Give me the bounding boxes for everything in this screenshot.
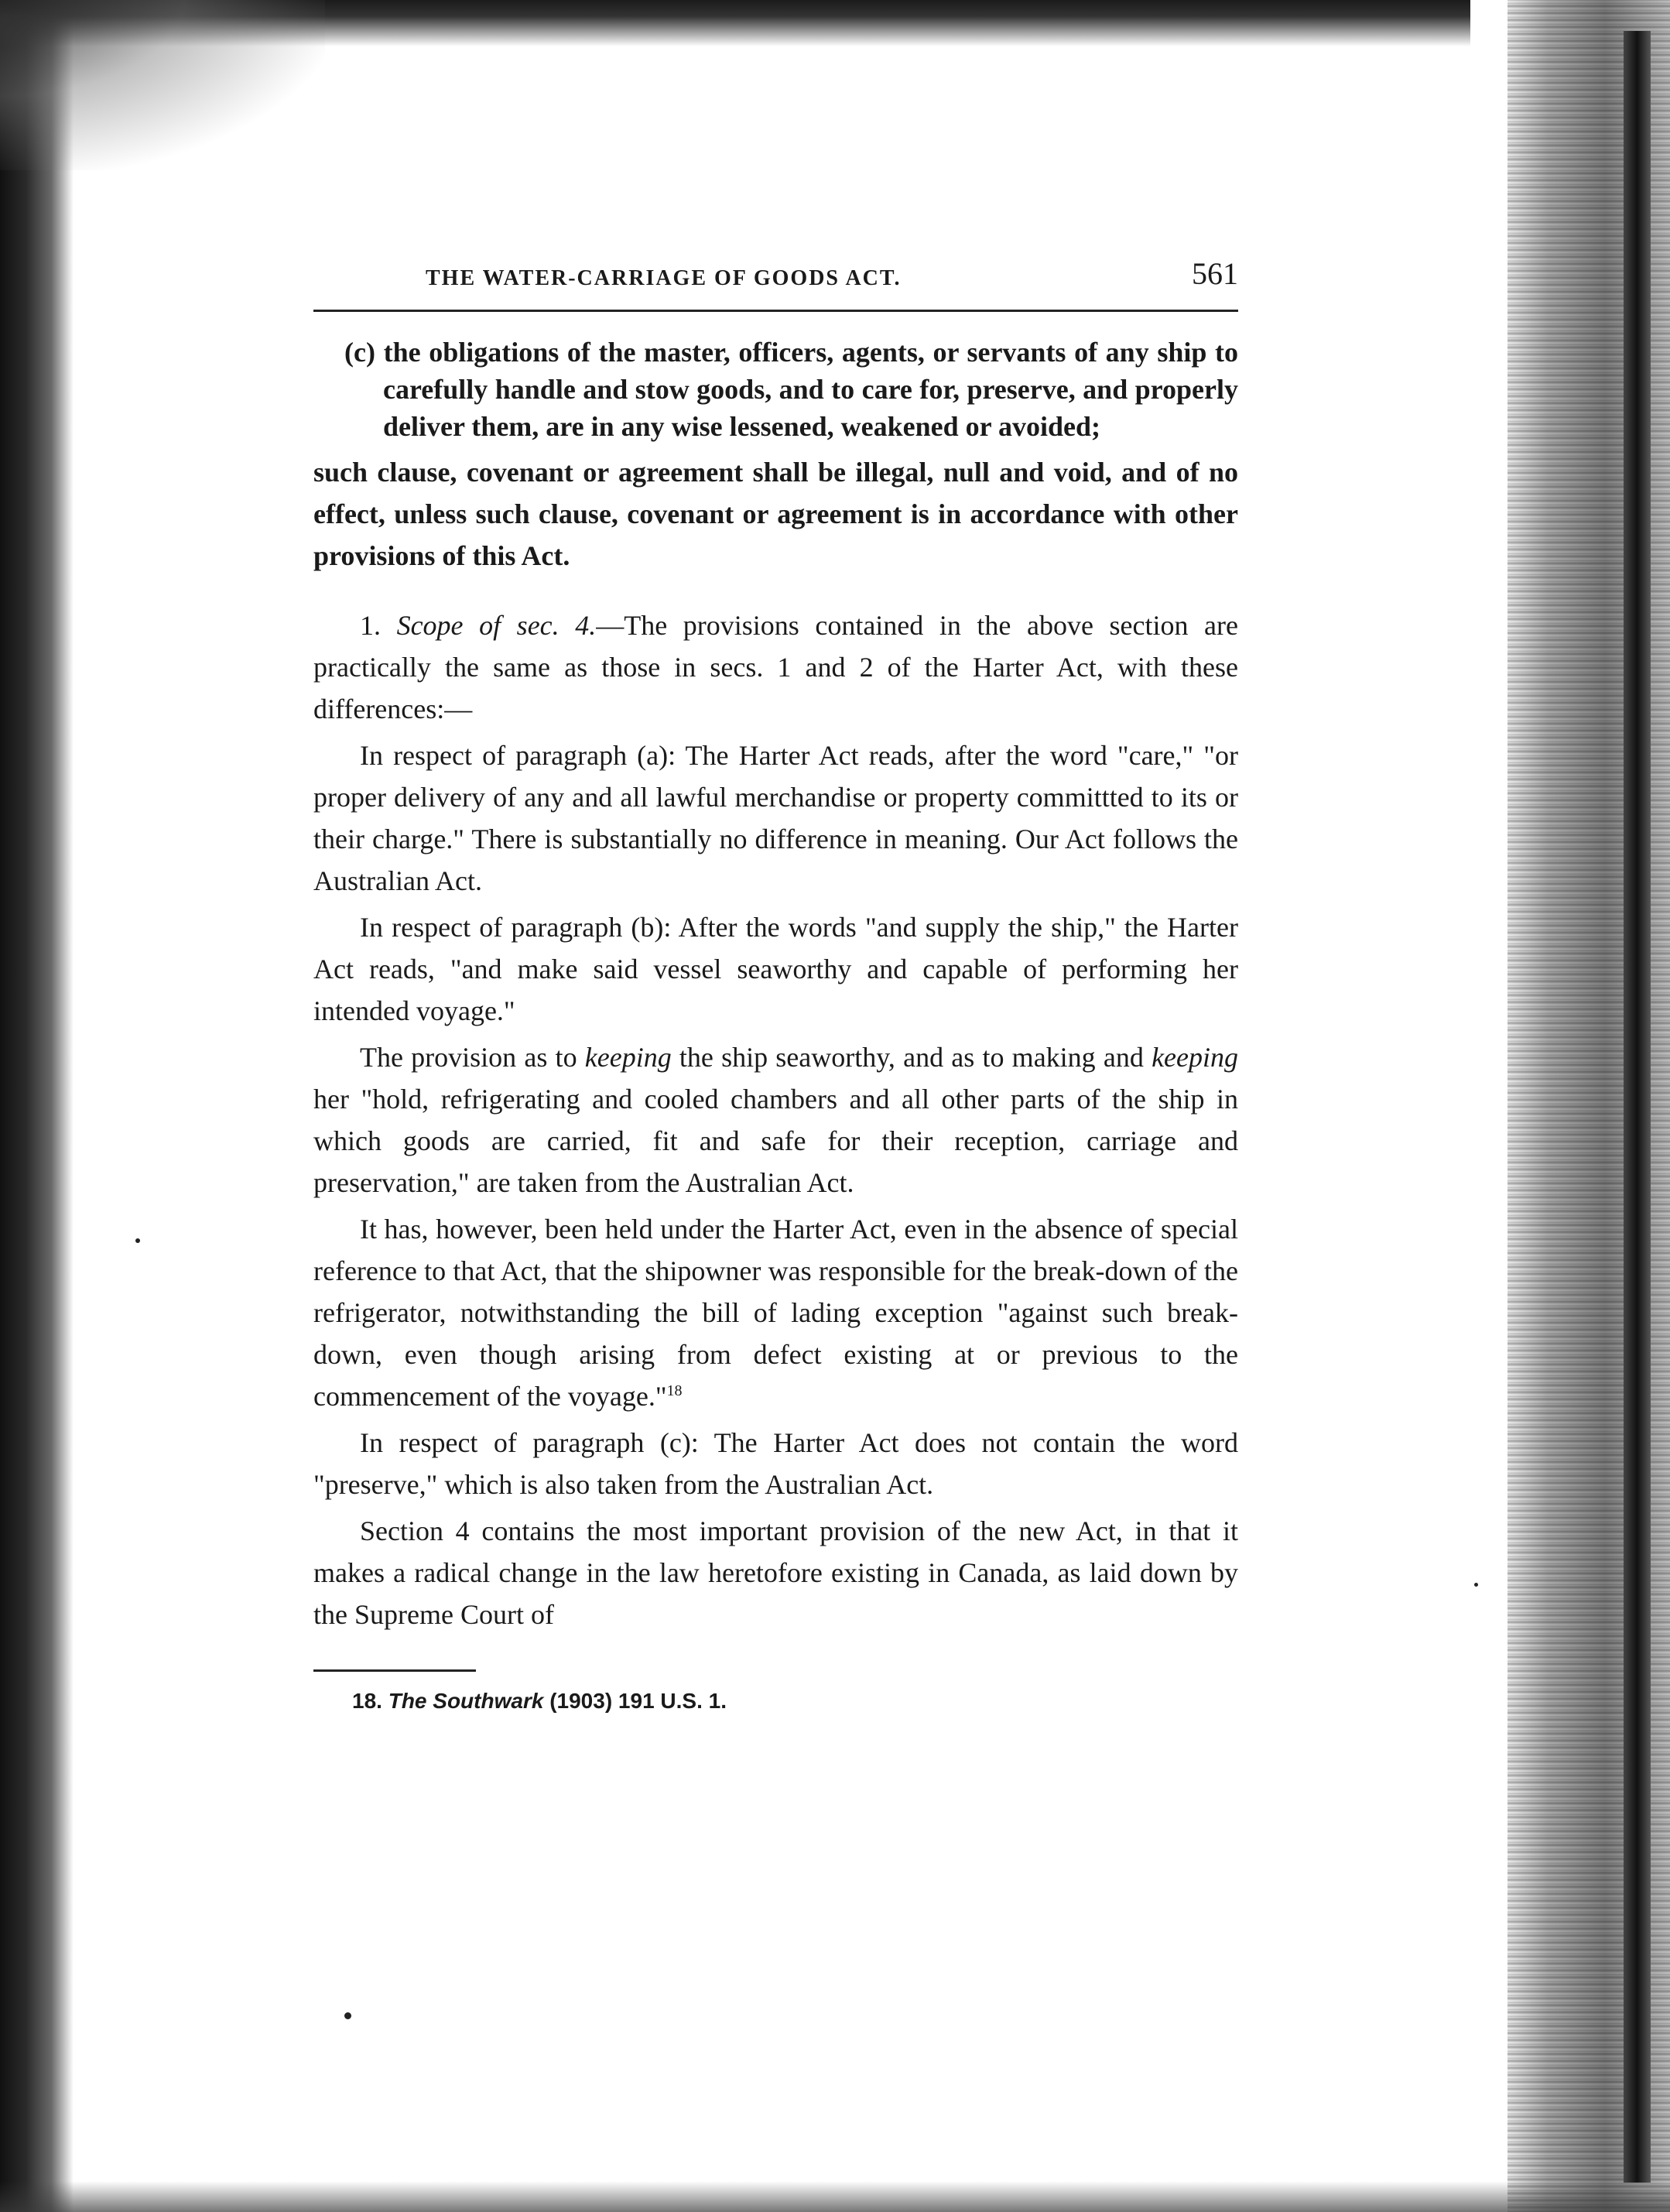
clause-c: (c) the obligations of the master, officers, agents, or servants of any ship to carefully handle and stow goods, and to care for, preserve, and properly deliver them, are in any wise lessened, weakened or avoided; — [344, 337, 1238, 442]
text-run: It has, however, been held under the Harter Act, even in the absence of special reference to that Act, that the shipowner was responsible for the break-down of the refrigerator, notwithstanding the bill of lading exception "against such break-down, even though arising from defect existing at or previous to the commencement of the voyage." — [313, 1214, 1238, 1412]
footnote-reference: 18 — [666, 1382, 683, 1399]
paragraph-b: In respect of paragraph (b): After the words "and supply the ship," the Harter Act reads, "and make said vessel seaworthy and capable of performing her intended voyage." — [313, 912, 1238, 1026]
footnote-case-name: The Southwark — [388, 1689, 544, 1713]
footnote-citation: (1903) 191 U.S. 1. — [549, 1689, 727, 1713]
scan-speck — [1474, 1583, 1478, 1587]
note-number: 1. — [360, 610, 381, 641]
scan-binding-shadow — [1624, 31, 1651, 2183]
section-4-paragraph: Section 4 contains the most important provision of the new Act, in that it makes a radical change in the law heretofore existing in Canada, as laid down by the Supreme Court of — [313, 1515, 1238, 1630]
paragraph-c: In respect of paragraph (c): The Harter Act does not contain the word "preserve," which is also taken from the Australian Act. — [313, 1427, 1238, 1500]
footnote-number: 18. — [352, 1689, 382, 1713]
note-title: Scope of sec. 4. — [396, 610, 597, 641]
harter-paragraph — [313, 1208, 1238, 1417]
running-head — [313, 255, 1238, 310]
text-run: her "hold, refrigerating and cooled chambers and all other parts of the ship in which goods are carried, fit and safe for their reception, carriage and preservation," are taken from the Australian Act. — [313, 1084, 1238, 1198]
paragraph-a: In respect of paragraph (a): The Harter Act reads, after the word "care," "or proper delivery of any and all lawful merchandise or property committted to its or their charge." There is substantially no difference in meaning. Our Act follows the Australian Act. — [313, 740, 1238, 896]
clause-tail: such clause, covenant or agreement shall be illegal, null and void, and of no effect, unless such clause, covenant or agreement is in accordance with other provisions of this Act. — [313, 457, 1238, 571]
scan-left-border — [0, 0, 74, 2212]
keeping-paragraph — [313, 1036, 1238, 1204]
page-number: 561 — [1192, 256, 1238, 291]
book-page — [313, 255, 1238, 1714]
text-run: The provision as to — [360, 1042, 585, 1073]
scan-bottom-border — [0, 2181, 1670, 2212]
header-rule — [313, 310, 1238, 312]
footnote-rule — [313, 1669, 476, 1672]
running-title: THE WATER-CARRIAGE OF GOODS ACT. — [426, 266, 902, 290]
scan-speck — [135, 1238, 140, 1243]
text-run: the ship seaworthy, and as to making and — [671, 1042, 1152, 1073]
note-1 — [313, 604, 1238, 730]
footnote — [313, 1689, 1238, 1714]
italic-keeping: keeping — [1152, 1042, 1238, 1073]
scan-corner-shadow — [0, 0, 325, 170]
italic-keeping: keeping — [584, 1042, 672, 1073]
scan-speck — [344, 2012, 351, 2019]
note-text: —The provisions contained in the above section are practically the same as those in secs. 1 and 2 of the Harter Act, with these differences:— — [313, 610, 1238, 724]
